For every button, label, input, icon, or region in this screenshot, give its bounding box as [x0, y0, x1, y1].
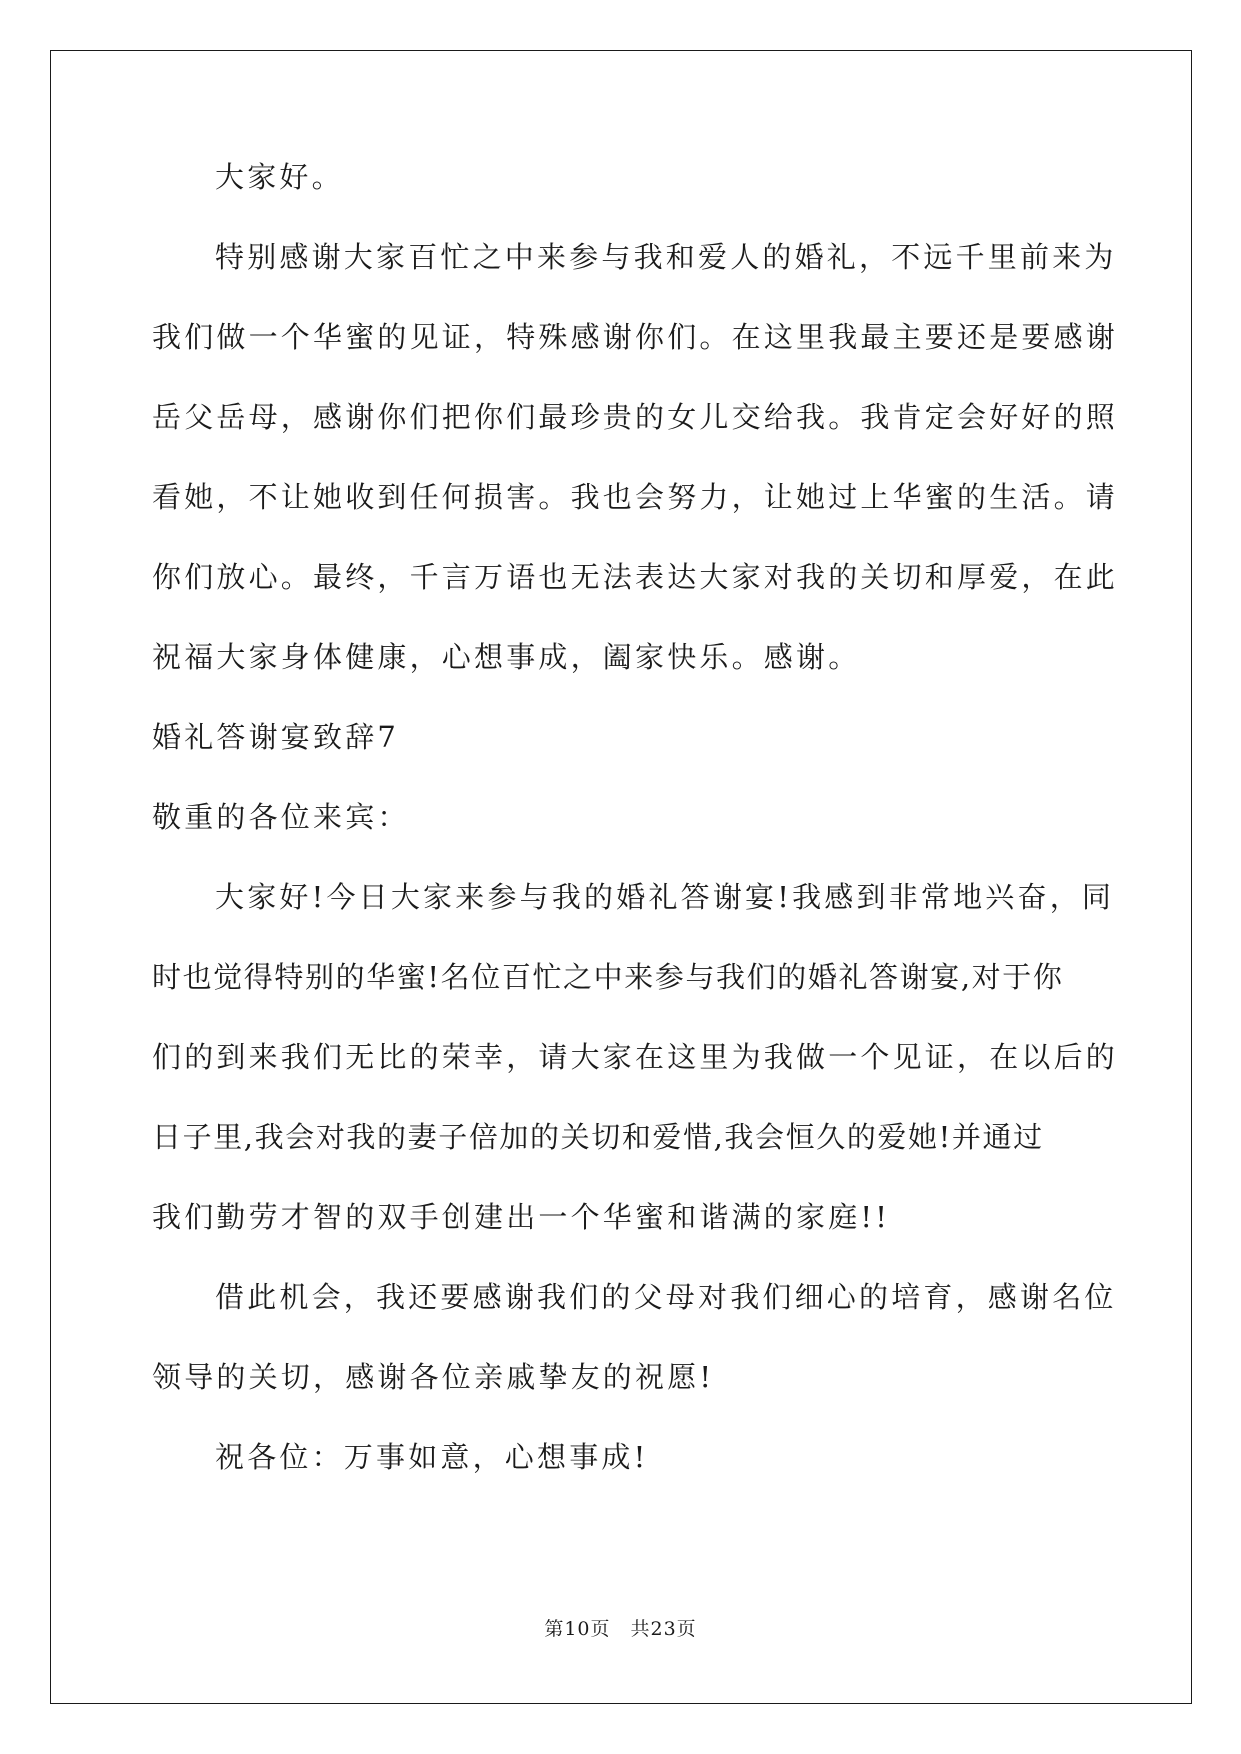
text-line: 时也觉得特别的华蜜!名位百忙之中来参与我们的婚礼答谢宴,对于你 — [152, 960, 1064, 994]
salutation: 敬重的各位来宾： — [152, 800, 410, 834]
text-line: 借此机会，我还要感谢我们的父母对我们细心的培育，感谢名位 — [215, 1280, 1117, 1314]
text-line: 特别感谢大家百忙之中来参与我和爱人的婚礼，不远千里前来为 — [215, 240, 1117, 274]
text-line: 们的到来我们无比的荣幸，请大家在这里为我做一个见证，在以后的 — [152, 1040, 1119, 1074]
text-line: 我们勤劳才智的双手创建出一个华蜜和谐满的家庭!! — [152, 1200, 891, 1234]
document-body — [152, 160, 1119, 1520]
text-line: 日子里,我会对我的妻子倍加的关切和爱惜,我会恒久的爱她!并通过 — [152, 1120, 1044, 1154]
text-line: 大家好。 — [215, 160, 344, 194]
text-line: 祝各位：万事如意，心想事成! — [215, 1440, 649, 1474]
page-number: 第10页 共23页 — [544, 1618, 697, 1640]
text-line: 岳父岳母，感谢你们把你们最珍贵的女儿交给我。我肯定会好好的照 — [152, 400, 1119, 434]
text-line: 祝福大家身体健康，心想事成，阖家快乐。感谢。 — [152, 640, 861, 674]
text-line: 我们做一个华蜜的见证，特殊感谢你们。在这里我最主要还是要感谢 — [152, 320, 1119, 354]
text-line: 你们放心。最终，千言万语也无法表达大家对我的关切和厚爱，在此 — [152, 560, 1119, 594]
text-line: 看她，不让她收到任何损害。我也会努力，让她过上华蜜的生活。请 — [152, 480, 1119, 514]
text-line: 领导的关切，感谢各位亲戚挚友的祝愿! — [152, 1360, 715, 1394]
text-line: 大家好!今日大家来参与我的婚礼答谢宴!我感到非常地兴奋，同 — [215, 880, 1115, 914]
section-heading: 婚礼答谢宴致辞7 — [152, 720, 400, 754]
